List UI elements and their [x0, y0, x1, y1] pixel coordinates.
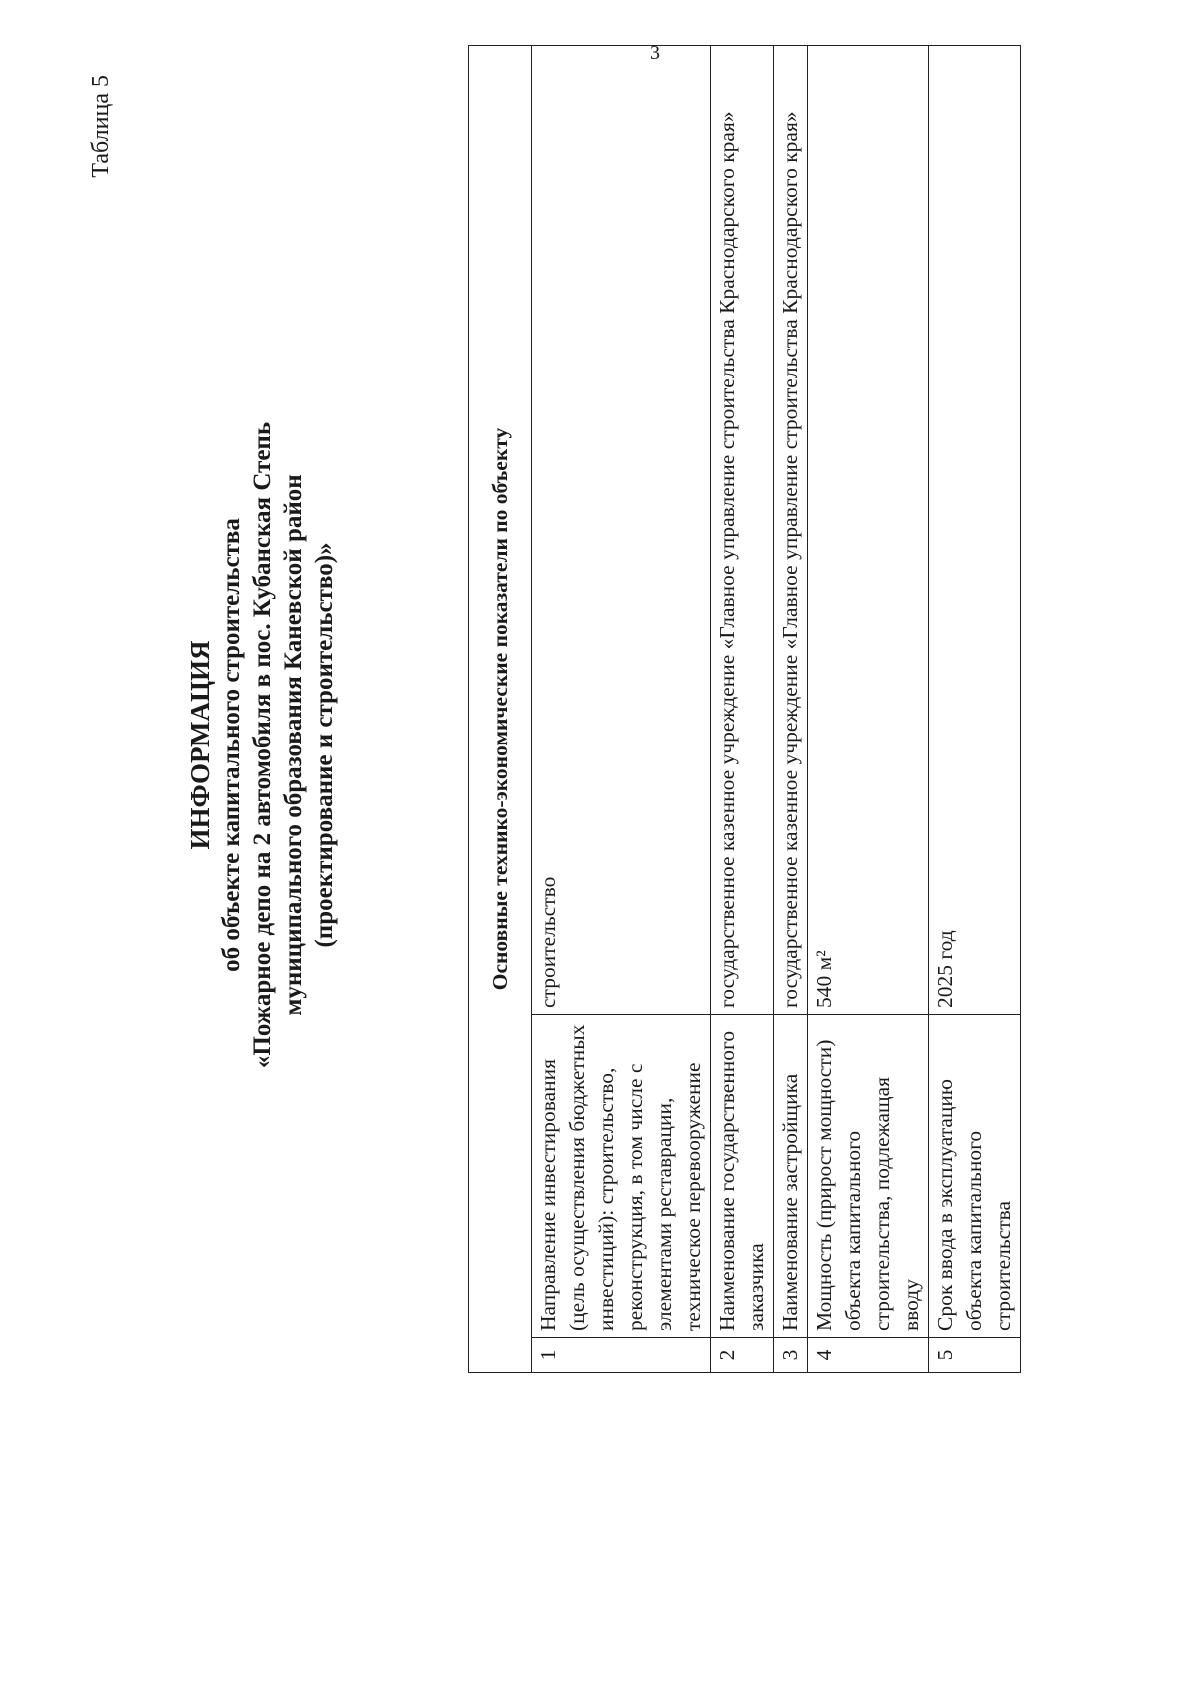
row-number: 1: [532, 1338, 711, 1373]
table-label: Таблица 5: [88, 75, 114, 178]
table-row: [929, 46, 1021, 1373]
row-value: 540 м²: [808, 46, 929, 1015]
table-row: [774, 46, 808, 1373]
row-value: государственное казенное учреждение «Главное управление строительства Краснодарского края»: [711, 46, 774, 1015]
row-name: Наименование государственного заказчика: [711, 1015, 774, 1338]
table-header: Основные технико-экономические показатели по объекту: [469, 46, 532, 1373]
heading-line-4: муниципального образования Каневской район: [280, 474, 307, 1016]
heading-line-5: (проектирование и строительство)»: [311, 542, 338, 948]
table-row: [711, 46, 774, 1373]
row-name: Направление инвестирования (цель осуществления бюджетных инвестиций): строительство, реконструкция, в том числе с элементами реставрации, техническое перевооружение: [532, 1015, 711, 1338]
indicators-table: [468, 45, 1021, 1373]
row-number: 5: [929, 1338, 1021, 1373]
heading-line-3: «Пожарное депо на 2 автомобиля в пос. Кубанская Степь: [249, 421, 276, 1069]
rotated-landscape-content: [0, 5, 1060, 1485]
row-value: строительство: [532, 46, 711, 1015]
row-number: 4: [808, 1338, 929, 1373]
row-name: Срок ввода в эксплуатацию объекта капитального строительства: [929, 1015, 1021, 1338]
row-number: 3: [774, 1338, 808, 1373]
row-value: 2025 год: [929, 46, 1021, 1015]
table-row: [532, 46, 711, 1373]
table-row: [808, 46, 929, 1373]
document-heading: [185, 5, 340, 1485]
row-value: государственное казенное учреждение «Главное управление строительства Краснодарского края»: [774, 46, 808, 1015]
heading-line-2: об объекте капитального строительства: [218, 518, 245, 972]
row-number: 2: [711, 1338, 774, 1373]
table-header-row: [469, 46, 532, 1373]
heading-title: ИНФОРМАЦИЯ: [185, 640, 215, 850]
row-name: Мощность (прирост мощности) объекта капитального строительства, подлежащая вводу: [808, 1015, 929, 1338]
page-number: 3: [650, 42, 660, 64]
row-name: Наименование застройщика: [774, 1015, 808, 1338]
